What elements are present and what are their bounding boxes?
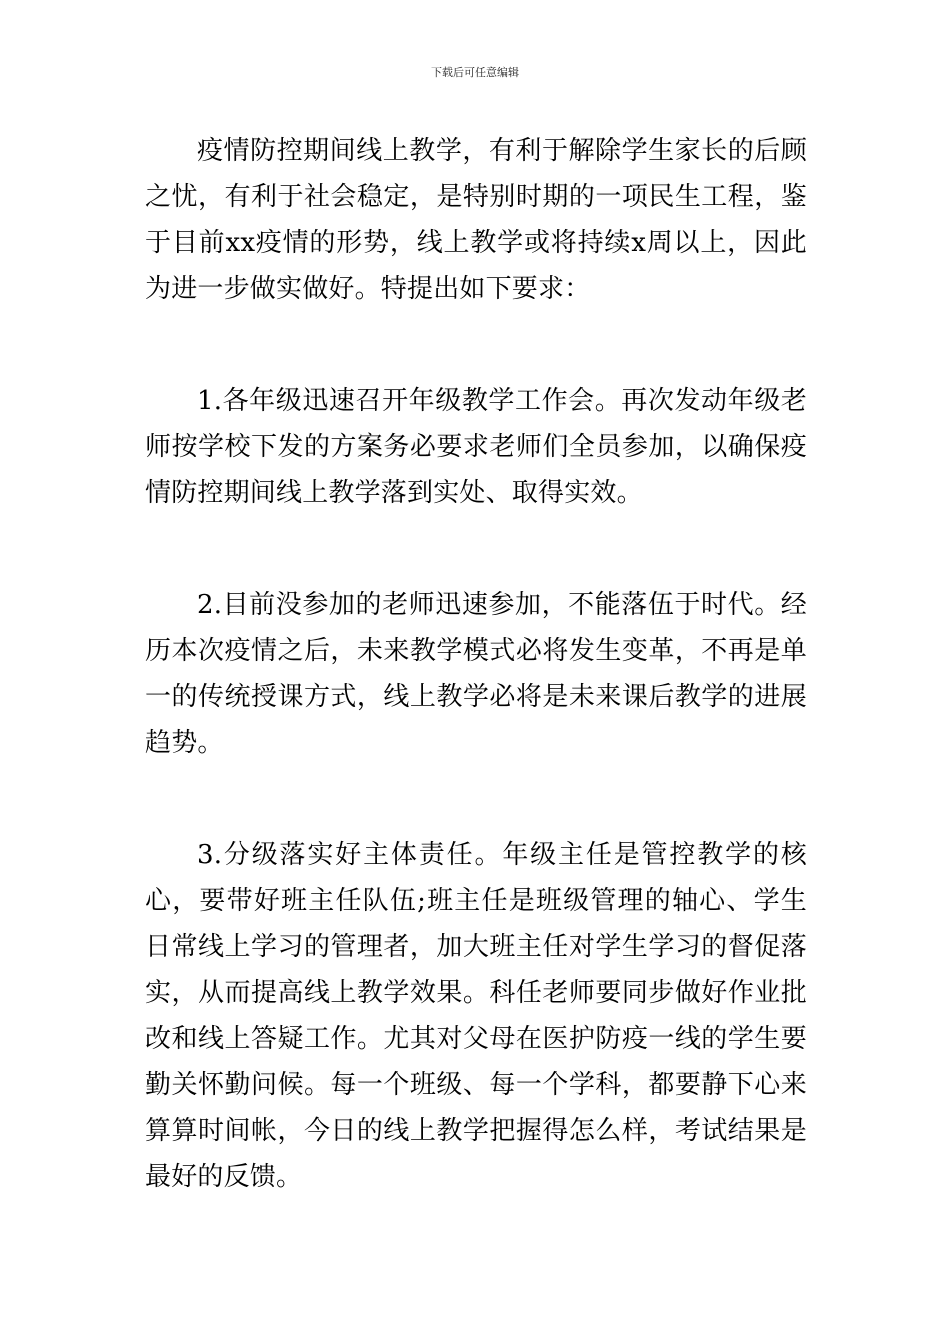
paragraph-intro: 疫情防控期间线上教学，有利于解除学生家长的后顾之忧，有利于社会稳定，是特别时期的一项民生工程，鉴于目前xx疫情的形势，线上教学或将持续x周以上，因此为进一步做实做好。特提出如下要求：	[145, 136, 807, 304]
document-body	[145, 128, 807, 1200]
header-note: 下载后可任意编辑	[431, 66, 519, 79]
paragraph-item-3: 3.分级落实好主体责任。年级主任是管控教学的核心，要带好班主任队伍;班主任是班级管理的轴心、学生日常线上学习的管理者，加大班主任对学生学习的督促落实，从而提高线上教学效果。科任老师要同步做好作业批改和线上答疑工作。尤其对父母在医护防疫一线的学生要勤关怀勤问候。每一个班级、每一个学科，都要静下心来算算时间帐，今日的线上教学把握得怎么样，考试结果是最好的反馈。	[145, 840, 807, 1192]
paragraph-item-1: 1.各年级迅速召开年级教学工作会。再次发动年级老师按学校下发的方案务必要求老师们全员参加，以确保疫情防控期间线上教学落到实处、取得实效。	[145, 386, 807, 508]
paragraph-item-2: 2.目前没参加的老师迅速参加，不能落伍于时代。经历本次疫情之后，未来教学模式必将发生变革，不再是单一的传统授课方式，线上教学必将是未来课后教学的进展趋势。	[145, 590, 807, 758]
